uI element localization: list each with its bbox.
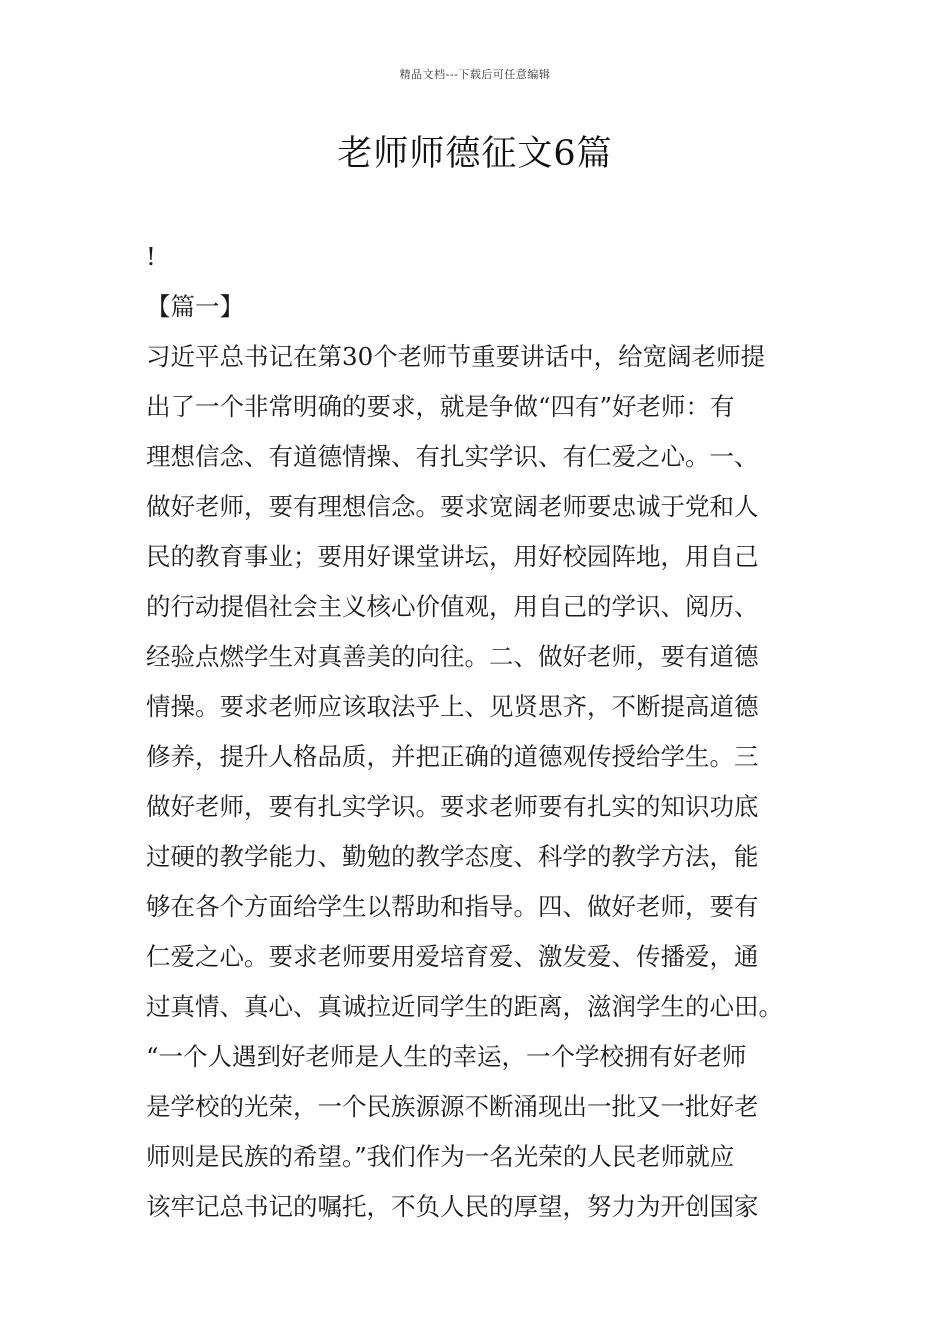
body-line: 理想信念、有道德情操、有扎实学识、有仁爱之心。一、 [146,442,759,471]
body-line: 该牢记总书记的嘱托，不负人民的厚望，努力为开创国家 [146,1192,759,1221]
header-note: 精品文档---下载后可任意编辑 [399,68,551,81]
body-line: 经验点燃学生对真善美的向往。二、做好老师，要有道德 [146,642,759,671]
body-line: 的行动提倡社会主义核心价值观，用自己的学识、阅历、 [146,592,759,621]
body-line: 够在各个方面给学生以帮助和指导。四、做好老师，要有 [146,892,759,921]
body-line: 师则是民族的希望。”我们作为一名光荣的人民老师就应 [146,1142,735,1171]
body-line: “一个人遇到好老师是人生的幸运，一个学校拥有好老师 [146,1042,747,1071]
body-line: 做好老师，要有扎实学识。要求老师要有扎实的知识功底 [146,792,759,821]
body-line: 民的教育事业；要用好课堂讲坛，用好校园阵地，用自己 [146,542,759,571]
body-line: 是学校的光荣，一个民族源源不断涌现出一批又一批好老 [146,1092,759,1121]
body-line: 做好老师，要有理想信念。要求宽阔老师要忠诚于党和人 [146,492,759,521]
body-line: ! [146,242,156,271]
document-title: 老师师德征文6篇 [337,134,613,174]
document-body [146,232,818,1232]
section-heading: 【篇一】 [146,292,244,321]
body-line: 习近平总书记在第30个老师节重要讲话中，给宽阔老师提 [146,342,766,371]
body-line: 出了一个非常明确的要求，就是争做“四有”好老师：有 [146,392,735,421]
body-line: 仁爱之心。要求老师要用爱培育爱、激发爱、传播爱，通 [146,942,759,971]
body-line: 过硬的教学能力、勤勉的教学态度、科学的教学方法，能 [146,842,759,871]
body-line: 修养，提升人格品质，并把正确的道德观传授给学生。三 [146,742,759,771]
body-line: 情操。要求老师应该取法乎上、见贤思齐，不断提高道德 [146,692,759,721]
body-line: 过真情、真心、真诚拉近同学生的距离，滋润学生的心田。 [146,992,783,1021]
